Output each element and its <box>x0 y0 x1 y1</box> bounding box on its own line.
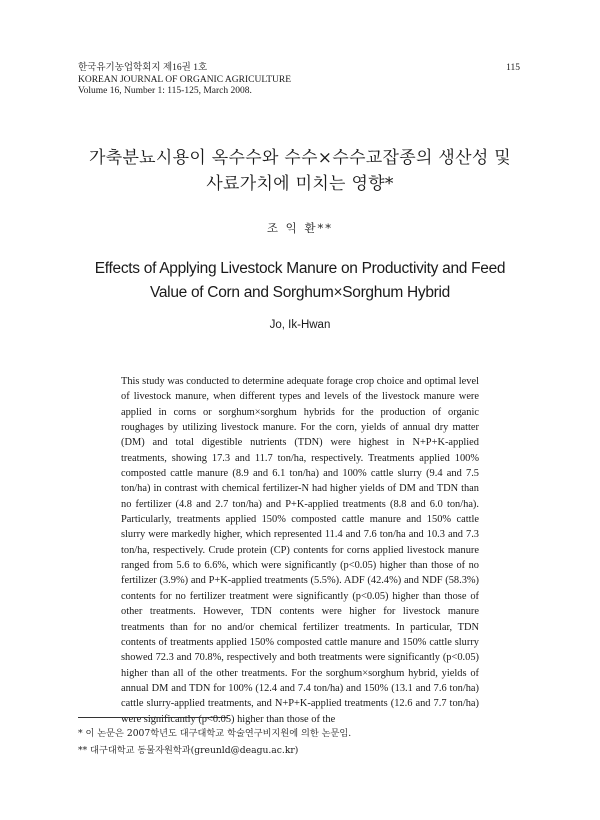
title-english-line1: Effects of Applying Livestock Manure on Productivity and Feed <box>94 260 506 277</box>
title-korean-line2: 사료가치에 미치는 영향* <box>206 174 394 194</box>
footnote-affiliation: ** 대구대학교 동물자원학과(greunld@deagu.ac.kr) <box>78 745 299 756</box>
footnotes <box>78 725 351 759</box>
title-korean-line1: 가축분뇨시용이 옥수수와 수수×수수교잡종의 생산성 및 <box>89 148 511 168</box>
journal-header <box>78 63 291 98</box>
footnote-funding: * 이 논문은 2007학년도 대구대학교 학술연구비지원에 의한 논문임. <box>78 728 352 739</box>
footnote-divider <box>78 717 228 718</box>
author-english: Jo, Ik-Hwan <box>269 319 331 331</box>
title-korean <box>40 145 560 197</box>
title-english-line2: Value of Corn and Sorghum×Sorghum Hybrid <box>149 284 451 301</box>
page-number: 115 <box>506 63 520 73</box>
volume-info: Volume 16, Number 1: 115-125, March 2008. <box>78 86 252 96</box>
abstract-text: This study was conducted to determine adequate forage crop choice and optimal level of livestock manure, when different types and levels of the livestock manure were applied in corns or sorghum×sorghum hybrids for the production of organic roughages by utilizing livestock manure. For the corn, yields of annual dry matter (DM) and total digestible nutrients (TDN) were highest in N+P+K-applied treatments, showing 17.3 and 11.7 ton/ha, respectively. Treatments applied 100% composted cattle manure (8.9 and 6.1 ton/ha) and 100% cattle slurry (9.4 and 7.5 ton/ha) in contrast with chemical fertilizer-N had higher yields of DM and TDN than no fertilizer (4.8 and 2.7 ton/ha) and P+K-applied treatments (8.8 and 6.0 ton/ha). Particularly, treatments applied 150% composted cattle manure and 150% cattle slurry were markedly higher, which represented 11.4 and 7.6 ton/ha and 10.3 and 7.3 ton/ha, respectively. Crude protein (CP) contents for corns applied livestock manure ranged from 5.6 to 6.6%, which were significantly (p<0.05) higher than those of no fertilizer (3.9%) and P+K-applied treatments (5.5%). ADF (42.4%) and NDF (58.3%) contents for no fertilizer treatment were significantly (p<0.05) higher than those of other treatments. However, TDN contents were higher for livestock manure treatments than for no and/or chemical fertilizer treatments. In particular, TDN contents of treatments applied 150% composted cattle manure and 150% cattle slurry showed 72.3 and 70.8%, respectively and both treatments were significantly (p<0.05) higher than all of the other treatments. For the sorghum×sorghum hybrid, yields of annual DM and TDN for 100% (12.4 and 7.4 ton/ha) and 150% (13.1 and 7.6 ton/ha) cattle slurry-applied treatments, and N+P+K-applied treatments (12.6 and 7.7 ton/ha) were significantly (p<0.05) higher than those of the <box>121 376 479 725</box>
author-korean: 조 익 환** <box>266 221 334 235</box>
journal-name-korean: 한국유기농업학회지 제16권 1호 <box>78 63 208 73</box>
journal-name-english: KOREAN JOURNAL OF ORGANIC AGRICULTURE <box>78 74 292 85</box>
title-english <box>40 257 560 305</box>
